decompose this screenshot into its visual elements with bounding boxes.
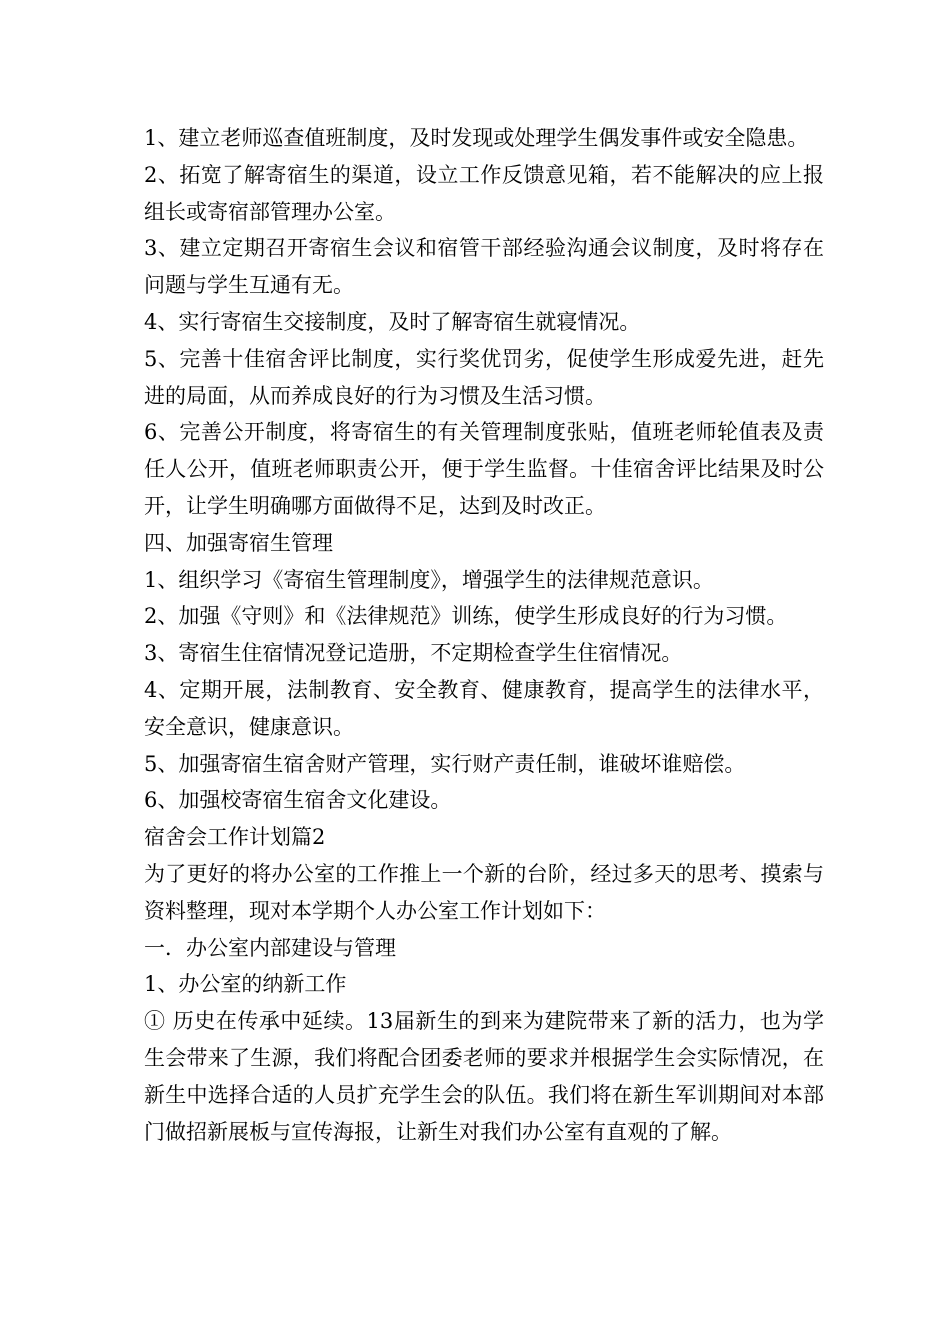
paragraph-13: ① 历史在传承中延续。13届新生的到来为建院带来了新的活力，也为学生会带来了生源，我们将配合团委老师的要求并根据学生会实际情况，在新生中选择合适的人员扩充学生会的队伍。我们将在新生军训期间对本部门做招新展板与宣传海报，让新生对我们办公室有直观的了解。 xyxy=(144,1009,824,1144)
paragraph-9: 3、寄宿生住宿情况登记造册，不定期检查学生住宿情况。 xyxy=(144,641,683,666)
paragraph-8: 2、加强《守则》和《法律规范》训练，使学生形成良好的行为习惯。 xyxy=(144,604,788,629)
section-heading-1: 一．办公室内部建设与管理 xyxy=(144,935,396,960)
paragraph-5: 5、完善十佳宿舍评比制度，实行奖优罚劣，促使学生形成爱先进，赶先进的局面，从而养成良好的行为习惯及生活习惯。 xyxy=(144,346,824,408)
paragraph-2: 2、拓宽了解寄宿生的渠道，设立工作反馈意见箱，若不能解决的应上报组长或寄宿部管理办公室。 xyxy=(144,162,824,224)
paragraph-7: 1、组织学习《寄宿生管理制度》，增强学生的法律规范意识。 xyxy=(144,567,714,592)
intro-paragraph: 为了更好的将办公室的工作推上一个新的台阶，经过多天的思考、摸索与资料整理，现对本学期个人办公室工作计划如下： xyxy=(144,861,824,923)
article-title: 宿舍会工作计划篇2 xyxy=(144,825,326,850)
subsection-heading-1: 1、办公室的纳新工作 xyxy=(144,972,347,997)
section-heading-4: 四、加强寄宿生管理 xyxy=(144,530,333,555)
paragraph-11: 5、加强寄宿生宿舍财产管理，实行财产责任制，谁破坏谁赔偿。 xyxy=(144,751,746,776)
paragraph-3: 3、建立定期召开寄宿生会议和宿管干部经验沟通会议制度，及时将存在问题与学生互通有无。 xyxy=(144,236,824,298)
paragraph-4: 4、实行寄宿生交接制度，及时了解寄宿生就寝情况。 xyxy=(144,309,641,334)
document-page xyxy=(144,120,824,1150)
paragraph-1: 1、建立老师巡查值班制度，及时发现或处理学生偶发事件或安全隐患。 xyxy=(144,126,809,150)
paragraph-6: 6、完善公开制度，将寄宿生的有关管理制度张贴，值班老师轮值表及责任人公开，值班老师职责公开，便于学生监督。十佳宿舍评比结果及时公开，让学生明确哪方面做得不足，达到及时改正。 xyxy=(144,420,824,518)
paragraph-10: 4、定期开展，法制教育、安全教育、健康教育，提高学生的法律水平，安全意识，健康意识。 xyxy=(144,677,824,739)
paragraph-12: 6、加强校寄宿生宿舍文化建设。 xyxy=(144,788,452,813)
